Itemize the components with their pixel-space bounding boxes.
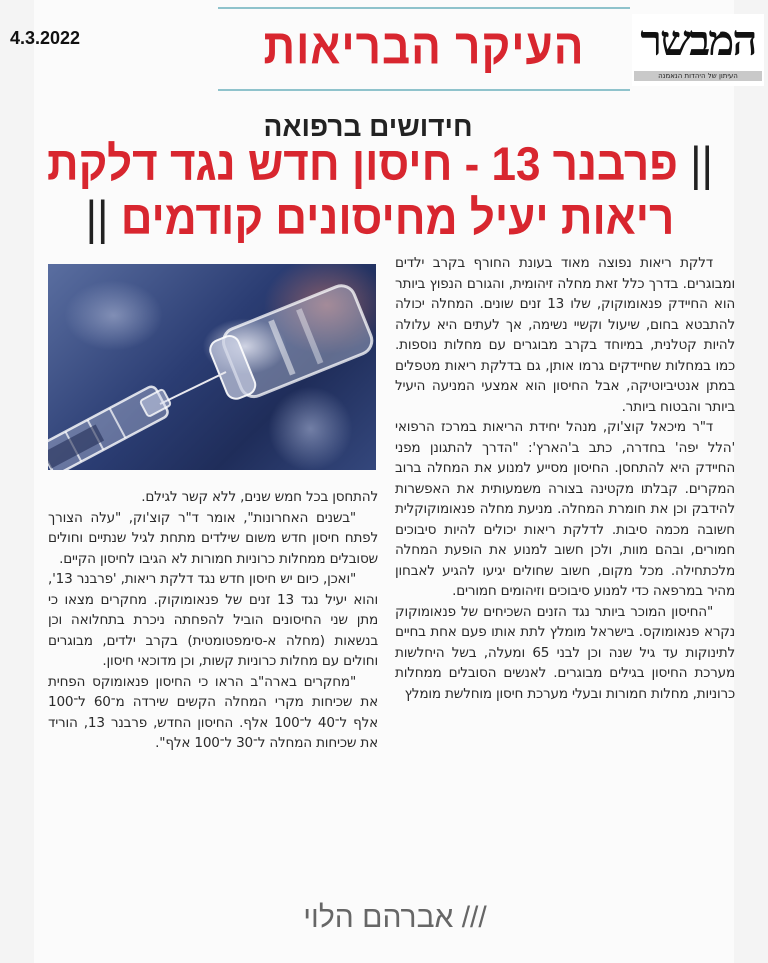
article-column-right <box>395 253 735 704</box>
byline-author: אברהם הלוי <box>303 901 454 934</box>
headline-line-1 <box>40 138 720 192</box>
article-paragraph: "בשנים האחרונות", אומר ד"ר קוצ'וק, "עלה הצורך לפתח חיסון חדש משום שילדים מתחת לגיל שנתיים וחולים שסובלים ממחלות כרוניות חמורות לא הגיבו לחיסון הקיים. <box>48 509 378 567</box>
article-kicker: חידושים ברפואה <box>263 111 473 142</box>
article-paragraph: "מחקרים בארה"ב הראו כי החיסון פנאומוקס הפחית את שכיחות מקרי המחלה הקשים שירדה מ־60 ל־100 אלף ל־40 ל־100 אלף. החיסון החדש, פרבנר 13, הוריד את שכיחות המחלה ל־30 ל־100 אלף". <box>48 673 378 751</box>
vaccine-photo <box>48 264 376 470</box>
newspaper-logo <box>632 14 764 86</box>
syringe-vial-illustration <box>48 264 376 470</box>
article-paragraph: דלקת ריאות נפוצה מאוד בעונת החורף בקרב ילדים ומבוגרים. בדרך כלל זאת מחלה זיהומית, והגורם הנפוץ ביותר הוא החיידק פנאומוקוק, שלו 13 זנים שונים. המחלה יכולה להתבטא בחום, שיעול וקשיי נשימה, אך לעתים היא עלולה להיות קטלנית, במיוחד בקרב מבוגרים עם מחלות נוספות. כמו במחלות שחיידקים גרמו אותן, גם בדלקת ריאות מטפלים במתן אנטיביוטיקה, אבל החיסון הוא אמצעי המניעה היעיל ביותר והבטוח ביותר. <box>395 255 736 415</box>
article-headline <box>40 138 720 246</box>
header-rule-bottom <box>218 89 630 91</box>
header-rule-top <box>218 7 630 9</box>
headline-text-1: פרבנר 13 - חיסון חדש נגד דלקת <box>47 138 678 191</box>
headline-bar-marker: || <box>690 138 713 191</box>
article-paragraph: "החיסון המוכר ביותר נגד הזנים השכיחים של פנאומוקוק נקרא פנאומוקס. בישראל מומלץ לתת אותו פעם אחת בחיים לתינוקות עד גיל שנה וכן לבני 65 ומעלה, בשל היחלשות מערכת החיסון בגילים מבוגרים. לאנשים הסובלים ממחלות כרוניות, מחלות חמורות ובעלי מערכת חיסון מוחלשת מומלץ <box>395 603 735 702</box>
article-paragraph: ד"ר מיכאל קוצ'וק, מנהל יחידת הריאות במרכז הרפואי 'הלל יפה' בחדרה, כתב ב'הארץ': "הדרך להתגונן מפני החיידק היא להתחסן. החיסון מסייע למנוע את המחלה ברוב המקרים. קבלתו מקטינה בצורה משמעותית את האפשרות להידבק וכן את חומרת המחלה. מניעת מחלה פנאומוקוקלית חשובה מכמה סיבות. לדלקת ריאות יכולים להיות סיבוכים חמורים, ובהם מוות, ולכן חשוב למנוע את הופעת המחלה מלכתחילה. מכל מקום, חשוב שחולים יגיעו להגיע לאבחון מהיר במרפאה כדי למנוע סיבוכים וזיהומים חמורים. <box>395 419 735 599</box>
logo-wordmark: המבשר <box>640 16 756 65</box>
headline-line-2 <box>40 192 720 246</box>
article-column-left <box>48 487 378 754</box>
article-paragraph: "ואכן, כיום יש חיסון חדש נגד דלקת ריאות, 'פרבנר 13', והוא יעיל נגד 13 זנים של פנאומוקוק. מחקרים מצאו כי מתן שני החיסונים הוביל להפחתה ניכרת בתחלואה וכן בנשאות (מחלה א-סימפטומטית) בקרב ילדים, מבוגרים וחולים עם מחלות כרוניות קשות, וכן מדוכאי חיסון. <box>48 571 378 669</box>
headline-text-2: ריאות יעיל מחיסונים קודמים <box>120 192 675 245</box>
section-title: העיקר הבריאות <box>263 20 585 75</box>
byline-marker: /// <box>461 901 487 934</box>
article-paragraph: להתחסן בכל חמש שנים, ללא קשר לגילם. <box>141 489 378 505</box>
logo-tagline: העיתון של היהדות הנאמנה <box>634 71 762 81</box>
headline-bar-marker: || <box>85 192 109 245</box>
publication-date: 4.3.2022 <box>10 28 81 48</box>
article-byline <box>250 898 540 938</box>
